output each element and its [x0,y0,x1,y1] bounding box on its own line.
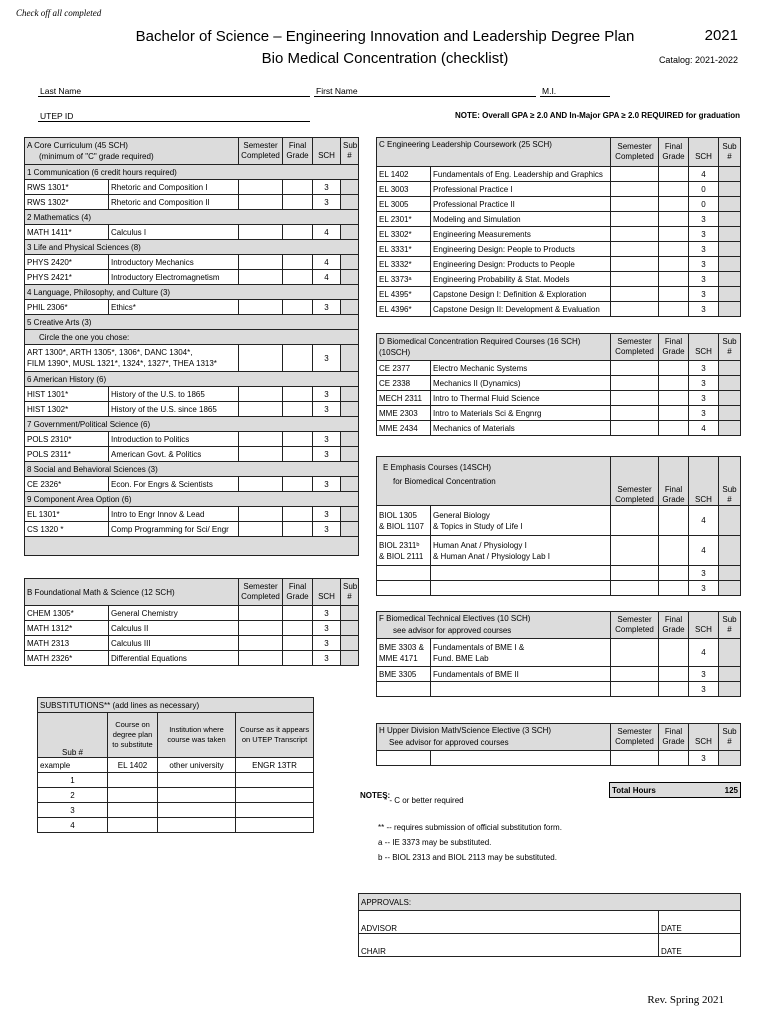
section-b-title: B Foundational Math & Science (12 SCH) [25,579,239,606]
section-b-table: B Foundational Math & Science (12 SCH) Semester Completed Final Grade SCH Sub # CHEM 1305* General Chemistry 3 MATH 1312* Calculus II 3 MATH 2313 Calculus III 3 MATH 2326* Differential Equations 3 [24,578,359,666]
gpa-note: NOTE: Overall GPA ≥ 2.0 AND In-Major GPA ≥ 2.0 REQUIRED for graduation [455,111,740,120]
course-row: RWS 1302* Rhetoric and Composition II 3 [25,195,359,210]
mi-label: M.I. [542,86,557,96]
catalog: Catalog: 2021-2022 [658,55,738,65]
group-language: 4 Language, Philosophy, and Culture (3) [25,285,359,300]
year: 2021 [704,27,738,44]
last-name-field[interactable] [38,96,310,97]
course-row: EL 3373ᵃ Engineering Probability & Stat. Models 3 [377,272,741,287]
col-sch: SCH [318,151,335,160]
section-h-table: H Upper Division Math/Science Elective (3 SCH) See advisor for approved courses Semester Completed Final Grade SCH Sub # 3 [376,723,741,766]
section-c-title: C Engineering Leadership Coursework (25 SCH) [377,138,611,167]
total-hours-value: 125 [705,783,741,798]
course-row: 3 [377,566,741,581]
first-name-field[interactable] [314,96,536,97]
section-c-table: C Engineering Leadership Coursework (25 SCH) Semester Completed Final Grade SCH Sub # EL 1402 Fundamentals of Eng. Leadership and Graphics 4 EL 3003 Professional Practice I 0 EL 3005 Professional Practice II 0 EL 2301* Modeling and Simulation 3 EL 3302* Engineering Measurements 3 EL 3331* Engineering Design: People to Products 3 EL 3332* Engineering Design: Products to People 3 EL 3373ᵃ Engineering Probability & Stat. Models 3 EL 4395* Capstone Design I: Definition & Exploration 3 EL 4396* Capstone Design II: Development & Evaluation 3 [376,137,741,317]
course-row: MATH 1312* Calculus II 3 [25,621,359,636]
course-row: 3 [377,581,741,596]
col-final: Final [288,141,307,150]
col-sub-num: # [347,151,352,160]
last-name-label: Last Name [40,86,82,96]
chair-signature-field[interactable]: CHAIR [359,934,659,957]
course-row: 3 [377,682,741,697]
section-f-table: F Biomedical Technical Electives (10 SCH) see advisor for approved courses Semester Completed Final Grade SCH Sub # BME 3303 & MME 4171 Fundamentals of BME I & Fund. BME Lab 4 BME 3305 Fundamentals of BME II 3 3 [376,611,741,697]
course-row: MECH 2311 Intro to Thermal Fluid Science 3 [377,391,741,406]
section-d-title: D Biomedical Concentration Required Courses (16 SCH) [379,337,581,346]
section-d-table: D Biomedical Concentration Required Courses (16 SCH) (10SCH) Semester Completed Final Grade SCH Sub # CE 2377 Electro Mechanic Systems 3 CE 2338 Mechanics II (Dynamics) 3 MECH 2311 Intro to Thermal Fluid Science 3 MME 2303 Intro to Materials Sci & Engnrg 3 MME 2434 Mechanics of Materials 4 [376,333,741,436]
col-semester: Semester [243,141,278,150]
course-row: POLS 2310* Introduction to Politics 3 [25,432,359,447]
course-row: 3 [377,751,741,766]
utep-id-field[interactable] [38,121,310,122]
section-e-subtitle: for Biomedical Concentration [393,477,496,486]
course-row: EL 3332* Engineering Design: Products to People 3 [377,257,741,272]
group-american-history: 6 American History (6) [25,372,359,387]
course-row: BIOL 1305 & BIOL 1107 General Biology & Topics in Study of Life I 4 [377,506,741,536]
section-h-subtitle: See advisor for approved courses [389,738,509,747]
course-row: EL 3302* Engineering Measurements 3 [377,227,741,242]
course-row: PHYS 2421* Introductory Electromagnetism 4 [25,270,359,285]
approvals-title: APPROVALS: [359,894,741,911]
col-sub-num: Sub # [38,713,108,758]
section-e-table: E Emphasis Courses (14SCH) for Biomedical Concentration Semester Completed Final Grade SCH Sub # BIOL 1305 & BIOL 1107 General Biology & Topics in Study of Life I 4 BIOL 2311ᵇ & BIOL 2111 Human Anat / Physiology I & Human Anat / Physiology Lab I 4 3 3 [376,456,741,596]
revision-label: Rev. Spring 2021 [647,994,724,1006]
group-government: 7 Government/Political Science (6) [25,417,359,432]
group-communication: 1 Communication (6 credit hours required) [25,165,359,180]
course-row: MATH 1411* Calculus I 4 [25,225,359,240]
course-row: EL 3003 Professional Practice I 0 [377,182,741,197]
first-name-label: First Name [316,86,358,96]
course-row: EL 1402 Fundamentals of Eng. Leadership and Graphics 4 [377,167,741,182]
course-row: CE 2326* Econ. For Engrs & Scientists 3 [25,477,359,492]
note-substitution: ** -- requires submission of official substitution form. [378,823,562,832]
section-f-subtitle: see advisor for approved courses [393,626,512,635]
substitution-row: 4 [38,818,314,833]
course-row: HIST 1301* History of the U.S. to 1865 3 [25,387,359,402]
course-row: PHYS 2420* Introductory Mechanics 4 [25,255,359,270]
notes-label: NOTES: [360,791,391,800]
substitutions-title: SUBSTITUTIONS** (add lines as necessary) [38,698,314,713]
group-component-option: 9 Component Area Option (6) [25,492,359,507]
course-row: BIOL 2311ᵇ & BIOL 2111 Human Anat / Physiology I & Human Anat / Physiology Lab I 4 [377,536,741,566]
group-creative-arts: 5 Creative Arts (3) [25,315,359,330]
course-row: EL 3005 Professional Practice II 0 [377,197,741,212]
course-row: CE 2338 Mechanics II (Dynamics) 3 [377,376,741,391]
group-life-physical: 3 Life and Physical Sciences (8) [25,240,359,255]
course-row: EL 4396* Capstone Design II: Development & Evaluation 3 [377,302,741,317]
section-f-title: F Biomedical Technical Electives (10 SCH) [379,614,531,623]
approvals-table [358,893,741,957]
substitution-row: 2 [38,788,314,803]
section-e-title: E Emphasis Courses (14SCH) [383,463,492,472]
substitution-row: 1 [38,773,314,788]
col-sub: Sub [343,141,358,150]
utep-id-label: UTEP ID [40,111,74,121]
course-row: ART 1300*, ARTH 1305*, 1306*, DANC 1304*, FILM 1390*, MUSL 1321*, 1324*, 1327*, THEA 1313* 3 [25,345,359,372]
group-social-behavioral: 8 Social and Behavioral Sciences (3) [25,462,359,477]
note-b: b -- BIOL 2313 and BIOL 2113 may be substituted. [378,853,557,862]
substitution-example-row: example EL 1402 other university ENGR 13TR [38,758,314,773]
course-row: EL 1301* Intro to Engr Innov & Lead 3 [25,507,359,522]
col-grade: Grade [286,151,309,160]
course-row: BME 3303 & MME 4171 Fundamentals of BME I & Fund. BME Lab 4 [377,639,741,667]
course-row: CHEM 1305* General Chemistry 3 [25,606,359,621]
course-row: BME 3305 Fundamentals of BME II 3 [377,667,741,682]
course-row: RWS 1301* Rhetoric and Composition I 3 [25,180,359,195]
note-c-or-better: * - C or better required [384,796,464,805]
course-row: PHIL 2306* Ethics* 3 [25,300,359,315]
course-row: MATH 2313 Calculus III 3 [25,636,359,651]
mi-field[interactable] [540,96,610,97]
course-row: MATH 2326* Differential Equations 3 [25,651,359,666]
section-a-title: A Core Curriculum (45 SCH) [27,141,128,150]
chair-date-field[interactable]: DATE [659,934,741,957]
section-a-table [24,137,359,556]
substitution-row: 3 [38,803,314,818]
page-title: Bachelor of Science – Engineering Innovation and Leadership Degree Plan [135,28,635,45]
note-a: a -- IE 3373 may be substituted. [378,838,492,847]
course-row: POLS 2311* American Govt. & Politics 3 [25,447,359,462]
section-h-title: H Upper Division Math/Science Elective (3 SCH) [379,726,552,735]
total-hours-label: Total Hours [610,783,705,798]
course-row: EL 4395* Capstone Design I: Definition & Exploration 3 [377,287,741,302]
course-row: EL 2301* Modeling and Simulation 3 [377,212,741,227]
total-hours-box [609,782,741,798]
course-row: MME 2434 Mechanics of Materials 4 [377,421,741,436]
top-note: Check off all completed [16,8,102,18]
page-subtitle: Bio Medical Concentration (checklist) [261,50,509,67]
col-completed: Completed [241,151,280,160]
section-a-subtitle: (minimum of "C" grade required) [39,152,154,161]
advisor-signature-field[interactable]: ADVISOR [359,911,659,934]
section-d-subtitle: (10SCH) [379,348,411,357]
course-row: MME 2303 Intro to Materials Sci & Engnrg 3 [377,406,741,421]
course-row: HIST 1302* History of the U.S. since 1865 3 [25,402,359,417]
group-mathematics: 2 Mathematics (4) [25,210,359,225]
course-row: CS 1320 * Comp Programming for Sci/ Engr 3 [25,522,359,537]
course-row: EL 3331* Engineering Design: People to Products 3 [377,242,741,257]
course-row: CE 2377 Electro Mechanic Systems 3 [377,361,741,376]
advisor-date-field[interactable]: DATE [659,911,741,934]
substitutions-table: SUBSTITUTIONS** (add lines as necessary) Sub # Course on degree plan to substitute Institution where course was taken Course as it appears on UTEP Transcript example EL 1402 other university ENGR 13TR 1 2 3 4 [37,697,314,833]
creative-arts-instruction: Circle the one you chose: [25,330,359,345]
